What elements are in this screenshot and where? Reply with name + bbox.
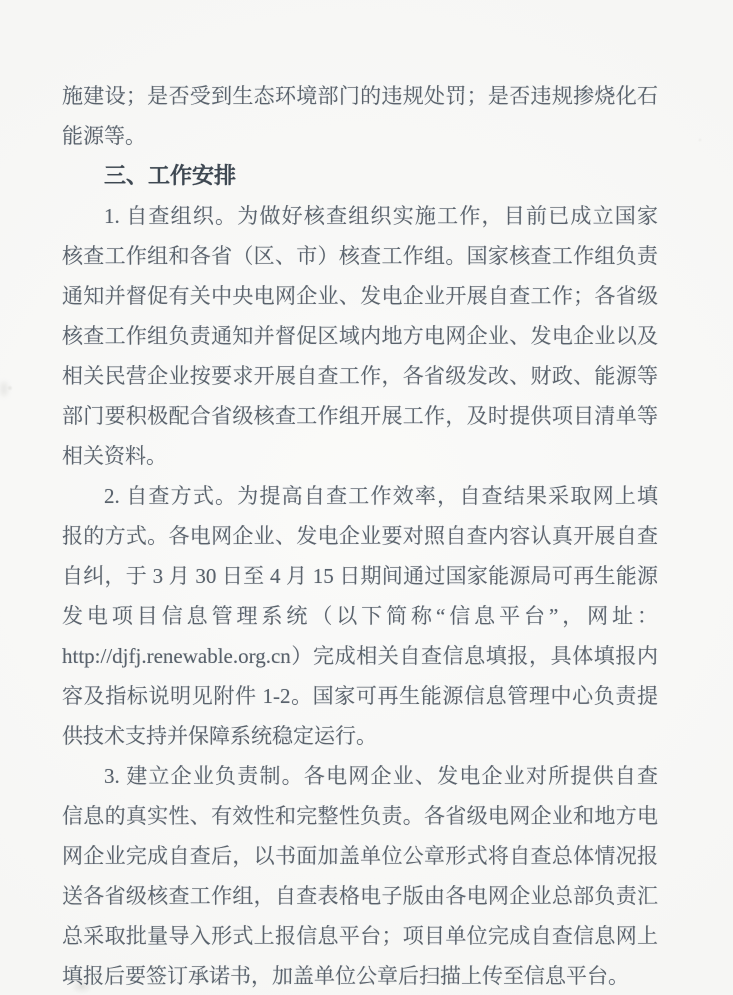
text-line: 部门要积极配合省级核查工作组开展工作，及时提供项目清单等 — [62, 404, 658, 428]
text-line: 网企业完成自查后，以书面加盖单位公章形式将自查总体情况报 — [62, 844, 658, 868]
text-line: 填报后要签订承诺书，加盖单位公章后扫描上传至信息平台。 — [62, 964, 629, 988]
text-line: 核查工作组和各省（区、市）核查工作组。国家核查工作组负责 — [62, 244, 658, 268]
text-line: 核查工作组负责通知并督促区域内地方电网企业、发电企业以及 — [62, 324, 658, 348]
text-line: 通知并督促有关中央电网企业、发电企业开展自查工作；各省级 — [62, 284, 658, 308]
text-line: 2. 自查方式。为提高自查工作效率，自查结果采取网上填 — [104, 484, 658, 508]
text-line: 相关民营企业按要求开展自查工作，各省级发改、财政、能源等 — [62, 364, 658, 388]
text-line: 发电项目信息管理系统（以下简称“信息平台”，网址： — [62, 604, 658, 628]
text-line: 送各省级核查工作组，自查表格电子版由各电网企业总部负责汇 — [62, 884, 658, 908]
text-line: 容及指标说明见附件 1-2。国家可再生能源信息管理中心负责提 — [62, 684, 658, 708]
text-line: 能源等。 — [62, 124, 146, 148]
text-line: 信息的真实性、有效性和完整性负责。各省级电网企业和地方电 — [62, 804, 658, 828]
text-line: 施建设；是否受到生态环境部门的违规处罚；是否违规掺烧化石 — [62, 84, 658, 108]
text-line: 总采取批量导入形式上报信息平台；项目单位完成自查信息网上 — [62, 924, 658, 948]
text-line: 1. 自查组织。为做好核查组织实施工作，目前已成立国家 — [104, 204, 658, 228]
text-line: 自纠，于 3 月 30 日至 4 月 15 日期间通过国家能源局可再生能源 — [62, 564, 658, 588]
text-line: 供技术支持并保障系统稳定运行。 — [62, 724, 377, 748]
text-line: http://djfj.renewable.org.cn）完成相关自查信息填报，具体填报内 — [62, 644, 658, 668]
text-line: 3. 建立企业负责制。各电网企业、发电企业对所提供自查 — [104, 764, 658, 788]
document-body — [62, 76, 658, 995]
section-heading: 三、工作安排 — [104, 163, 237, 188]
text-line: 报的方式。各电网企业、发电企业要对照自查内容认真开展自查 — [62, 524, 658, 548]
scan-smudge — [0, 382, 8, 396]
text-line: 相关资料。 — [62, 444, 167, 468]
